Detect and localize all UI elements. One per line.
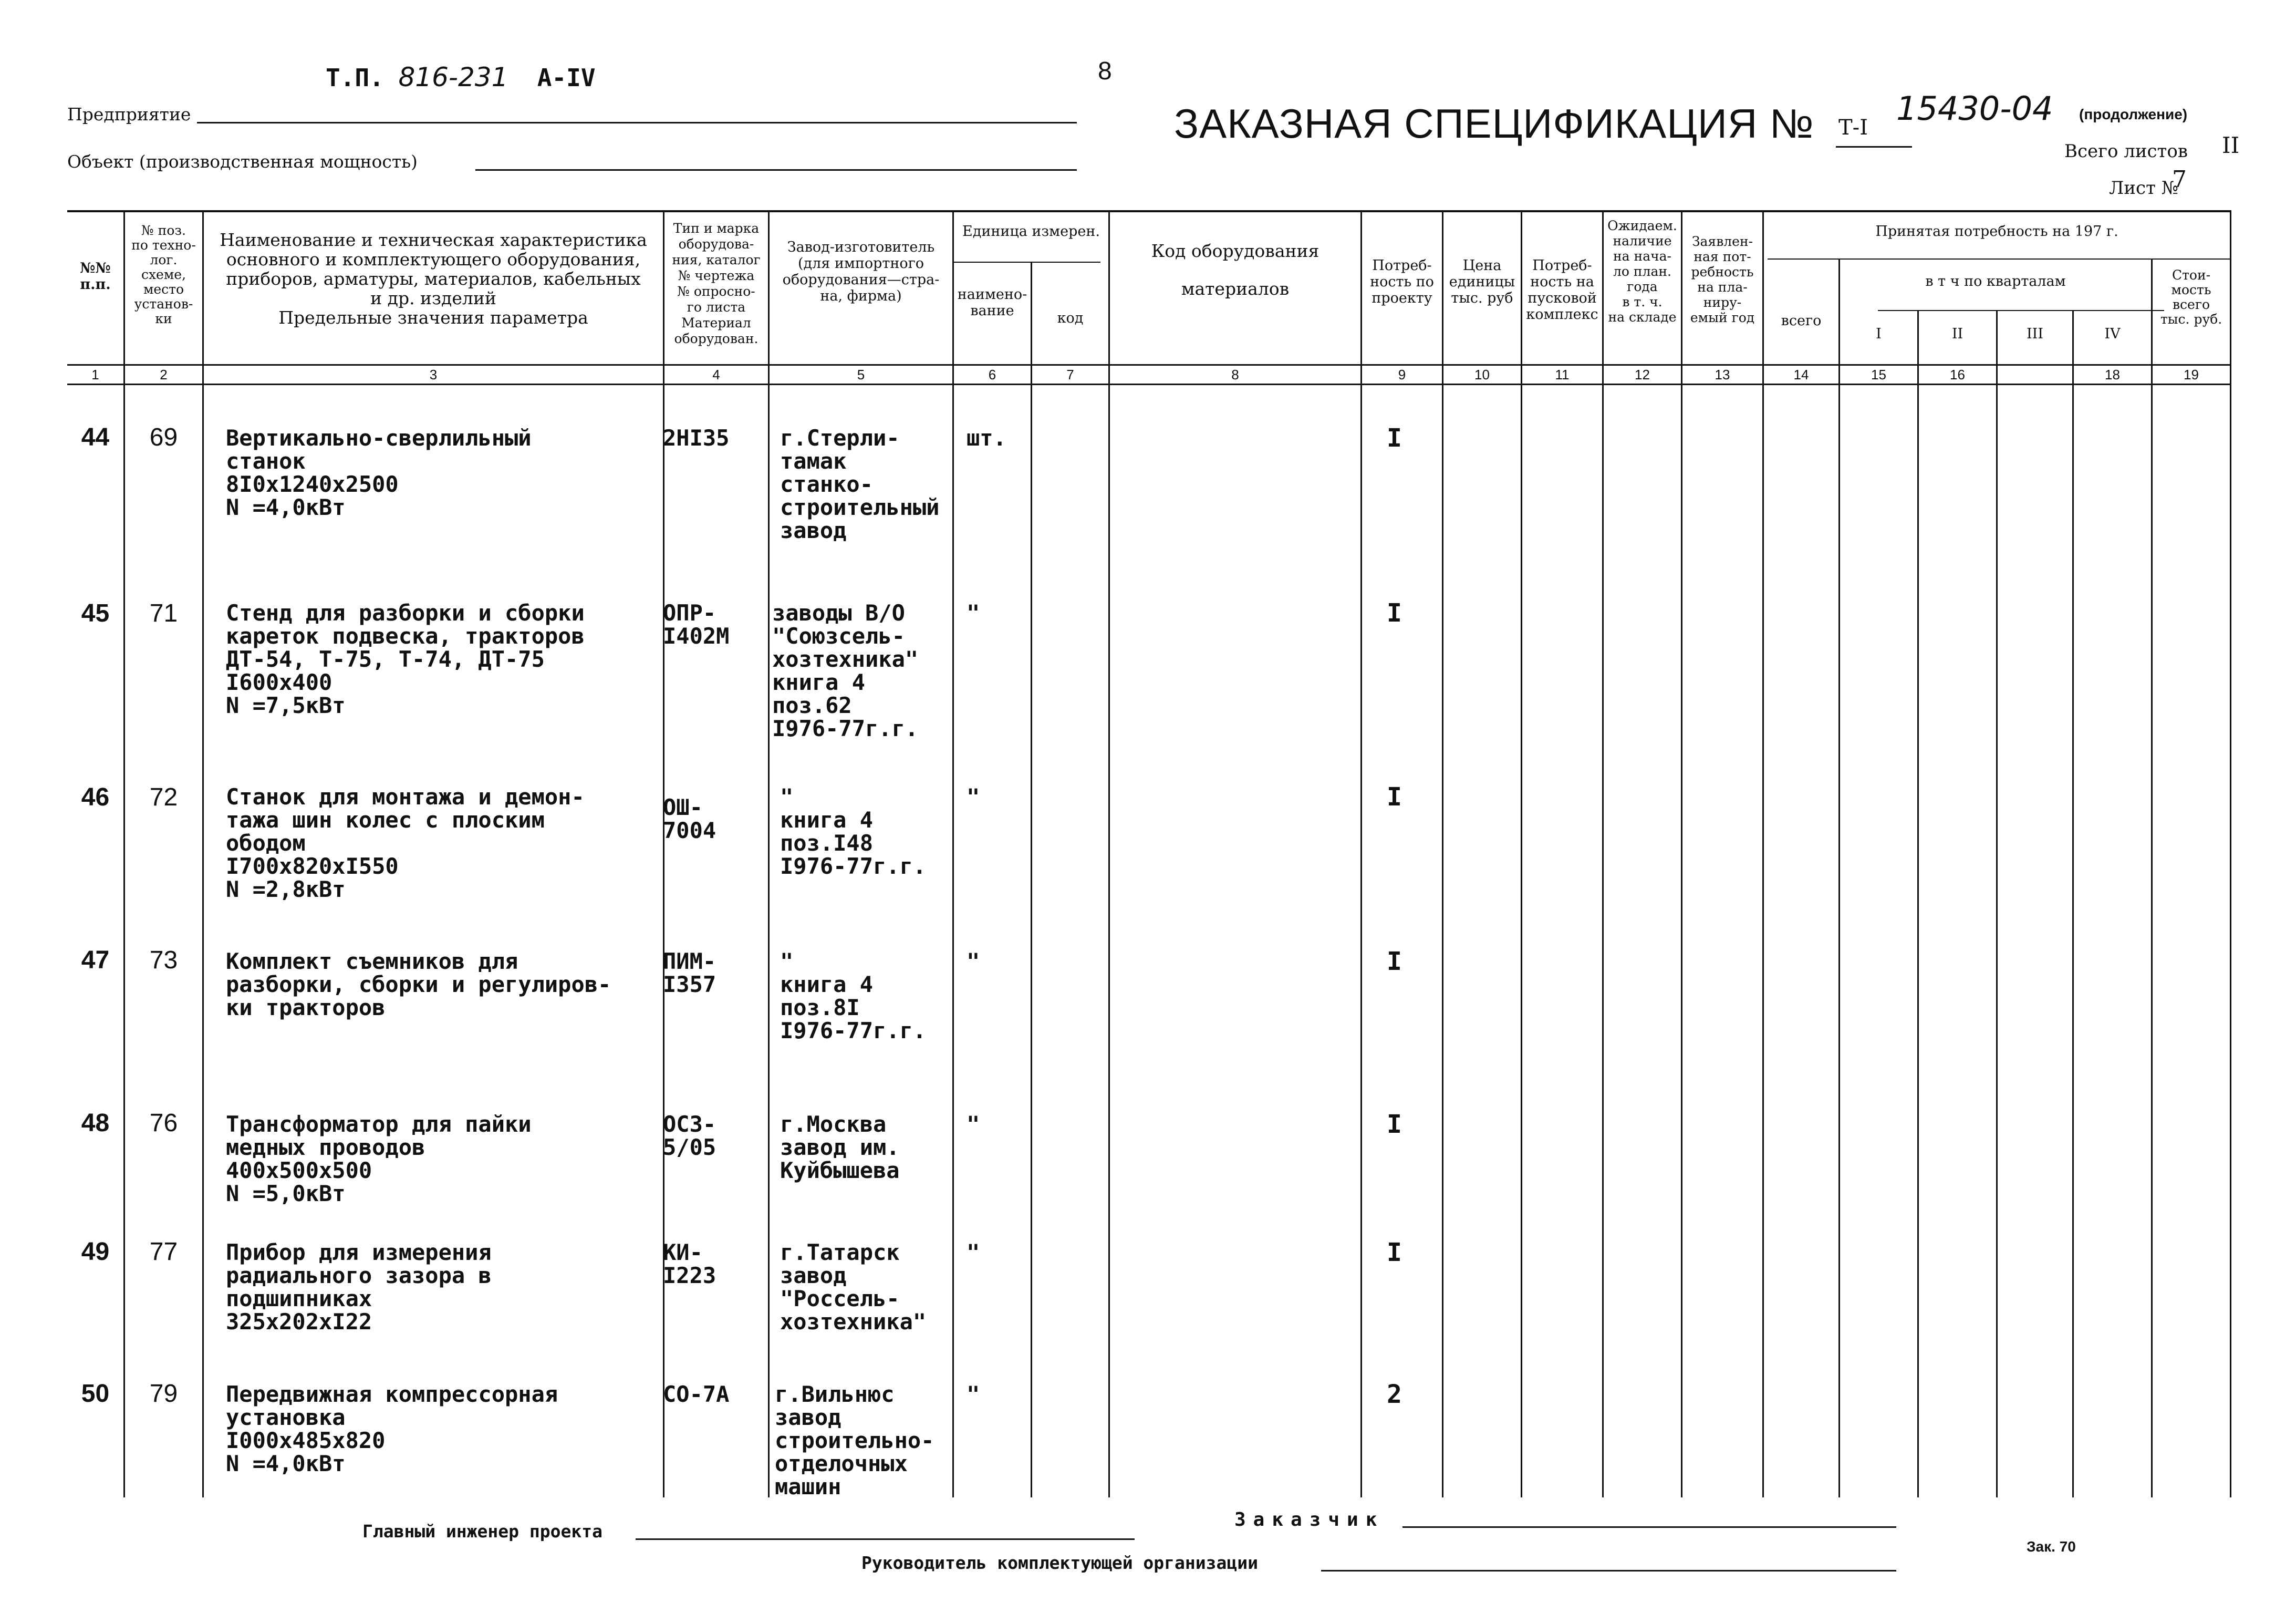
total-sheets-label: Всего листов <box>2064 141 2188 162</box>
col-number: 8 <box>1231 367 1239 382</box>
row-position: 72 <box>149 783 178 811</box>
col-header-unit-name: наимено- вание <box>957 286 1027 319</box>
row-item-type: ОСЗ- 5/05 <box>663 1111 716 1160</box>
row-position: 71 <box>149 599 178 627</box>
customer-signature-line <box>1402 1526 1896 1528</box>
vrule-17 <box>2072 310 2074 1497</box>
row-position: 73 <box>149 946 178 974</box>
col-number: 13 <box>1715 367 1730 382</box>
vrule-15 <box>1917 310 1919 1497</box>
row-item-unit: " <box>967 1111 980 1137</box>
row-item-name: Вертикально-сверлильный станок 8I0x1240x2500 N =4,0кВт <box>226 425 532 520</box>
col-number: 6 <box>988 367 996 382</box>
continuation-note: (продолжение) <box>2079 106 2188 122</box>
row-item-name: Трансформатор для пайки медных проводов 400x500x500 N =5,0кВт <box>226 1111 532 1206</box>
sheet-value: 7 <box>2172 166 2187 193</box>
chief-engineer-label: Главный инженер проекта <box>362 1521 602 1542</box>
vrule-right <box>2230 210 2231 1497</box>
vrule-1 <box>123 210 125 1497</box>
row-item-maker: г.Татарск завод "Россель- хозтехника" <box>780 1239 927 1335</box>
col-header-total: всего <box>1781 313 1822 329</box>
chief-engineer-signature-line <box>636 1538 1135 1540</box>
col-number: 9 <box>1398 367 1406 382</box>
row-item-unit: " <box>967 600 980 626</box>
col-number: 14 <box>1793 367 1809 382</box>
row-item-quantity: I <box>1387 947 1402 976</box>
row-item-type: СО-7А <box>663 1381 730 1407</box>
vrule-7 <box>1108 210 1110 1497</box>
supplier-head-signature-line <box>1321 1570 1896 1571</box>
row-item-quantity: I <box>1387 782 1402 812</box>
row-item-type: ОШ- 7004 <box>663 794 716 843</box>
row-number: 47 <box>81 946 110 974</box>
order-mark: Зак. 70 <box>2027 1538 2076 1555</box>
vrule-18 <box>2151 260 2153 1497</box>
col-header-position: № поз. по техно- лог. схеме, место установ- ки <box>131 223 196 326</box>
col-number: 3 <box>429 367 438 382</box>
row-position: 77 <box>149 1238 178 1266</box>
title-text: ЗАКАЗНАЯ СПЕЦИФИКАЦИЯ № <box>1174 100 1814 147</box>
col-header-maker: Завод-изготовитель (для импортного оборудования—стра- на, фирма) <box>782 239 940 304</box>
vrule-14 <box>1838 260 1840 1497</box>
units-sub-rule <box>953 262 1100 263</box>
row-item-maker: г.Вильнюс завод строительно- отделочных машин <box>775 1381 934 1500</box>
object-field-line <box>475 169 1077 171</box>
col-header-type: Тип и марка оборудова- ния, каталог № чертежа № опросно- го листа Материал оборудован. <box>672 221 761 346</box>
vrule-9 <box>1442 210 1443 1497</box>
row-item-name: Передвижная компрессорная установка I000x485x820 N =4,0кВт <box>226 1381 558 1476</box>
col-header-quarters: в т ч по кварталам <box>1925 273 2066 289</box>
vrule-10 <box>1521 210 1522 1497</box>
page-number: 8 <box>1098 57 1112 85</box>
col-header-q4: IV <box>2104 326 2121 342</box>
numbering-bottom-rule <box>67 384 2231 385</box>
row-number: 45 <box>81 599 110 627</box>
document-title <box>1174 100 1814 148</box>
row-number: 44 <box>81 423 110 451</box>
col-number: 2 <box>160 367 168 382</box>
col-header-name: Наименование и техническая характеристика основного и комплектующего оборудования, приборов, арматуры, материалов, кабельных и др. изделий Предельные значения параметра <box>220 230 647 328</box>
col-header-project-need: Потреб- ность по проекту <box>1370 257 1434 306</box>
row-item-unit: шт. <box>967 425 1006 451</box>
col-number: 1 <box>91 367 99 382</box>
col-header-unit-code: код <box>1057 310 1084 326</box>
vrule-6 <box>1031 262 1032 1497</box>
row-number: 48 <box>81 1109 110 1137</box>
row-position: 76 <box>149 1109 178 1137</box>
vrule-12 <box>1681 210 1682 1497</box>
row-position: 79 <box>149 1380 178 1408</box>
col-number: 12 <box>1635 367 1650 382</box>
col-header-q1: I <box>1876 326 1882 342</box>
row-item-quantity: I <box>1387 1238 1402 1267</box>
row-item-maker: " книга 4 поз.I48 I976-77г.г. <box>780 784 927 879</box>
total-sheets-value: II <box>2222 132 2240 158</box>
row-item-type: ОПР- I402М <box>663 600 730 649</box>
col-number: 15 <box>1871 367 1886 382</box>
vrule-5 <box>952 210 954 1497</box>
col-number: 16 <box>1950 367 1965 382</box>
row-item-name: Комплект съемников для разборки, сборки и регулиров- ки тракторов <box>226 948 611 1020</box>
row-number: 50 <box>81 1380 110 1408</box>
row-item-type: КИ- I223 <box>663 1239 716 1288</box>
col-header-unit-price: Цена единицы тыс. руб <box>1449 257 1515 306</box>
spec-prefix: Т-I <box>1838 116 1868 140</box>
vrule-11 <box>1602 210 1604 1497</box>
supplier-head-label: Руководитель комплектующей организации <box>861 1553 1258 1573</box>
row-item-quantity: 2 <box>1387 1380 1402 1409</box>
row-item-quantity: I <box>1387 423 1402 453</box>
row-item-unit: " <box>967 784 980 810</box>
vrule-8 <box>1360 210 1362 1497</box>
row-number: 49 <box>81 1238 110 1266</box>
row-item-type: 2НI35 <box>663 425 730 451</box>
col-header-cost: Стои- мость всего тыс. руб. <box>2160 267 2222 327</box>
row-item-name: Стенд для разборки и сборки кареток подвеска, тракторов ДТ-54, Т-75, Т-74, ДТ-75 I600x400 N =7,5кВт <box>226 600 585 718</box>
col-header-startup-need: Потреб- ность на пусковой комплекс <box>1526 257 1598 323</box>
quarters-sub-rule <box>1878 310 2164 311</box>
vrule-2 <box>202 210 204 1497</box>
doc-code-suffix: А-IV <box>537 64 596 92</box>
row-item-maker: заводы В/О "Союзсель- хозтехника" книга 4 поз.62 I976-77г.г. <box>772 600 919 741</box>
vrule-13 <box>1762 210 1764 1497</box>
doc-code-prefix: Т.П. <box>326 64 399 92</box>
col-number: 11 <box>1555 367 1570 382</box>
col-number: 7 <box>1066 367 1074 382</box>
table-top-rule <box>67 210 2231 212</box>
row-item-maker: г.Стерли- тамак станко- строительный завод <box>780 425 940 543</box>
customer-label: Заказчик <box>1234 1509 1385 1531</box>
row-item-unit: " <box>967 1381 980 1407</box>
row-number: 46 <box>81 783 110 811</box>
col-number: 18 <box>2105 367 2120 382</box>
col-number: 10 <box>1474 367 1490 382</box>
spec-number-underline <box>1836 146 1912 148</box>
row-item-type: ПИМ- I357 <box>663 948 716 997</box>
enterprise-field-line <box>197 122 1077 123</box>
col-header-accepted-need: Принятая потребность на 197 г. <box>1875 223 2118 240</box>
col-header-row-no: №№ п.п. <box>80 260 111 293</box>
doc-code-handwritten: 816-231 <box>398 62 508 92</box>
col-header-declared-need: Заявлен- ная пот- ребность на пла- ниру- емый год <box>1690 234 1755 325</box>
row-item-quantity: I <box>1387 1110 1402 1139</box>
row-item-name: Прибор для измерения радиального зазора в подшипниках 325x202xI22 <box>226 1239 492 1335</box>
row-item-quantity: I <box>1387 598 1402 628</box>
col-header-expected-stock: Ожидаем. наличие на нача- ло план. года в т. ч. на складе <box>1607 218 1677 325</box>
row-item-unit: " <box>967 1239 980 1265</box>
col-number: 5 <box>857 367 865 382</box>
vrule-16 <box>1996 310 1998 1497</box>
header-bottom-rule <box>67 364 2231 366</box>
col-header-units: Единица измерен. <box>962 223 1100 240</box>
accepted-sub-rule <box>1768 259 2231 260</box>
row-item-name: Станок для монтажа и демон- тажа шин колес с плоским ободом I700x820xI550 N =2,8кВт <box>226 784 585 902</box>
vrule-3 <box>663 210 664 1497</box>
row-item-maker: " книга 4 поз.8I I976-77г.г. <box>780 948 927 1043</box>
col-header-q3: III <box>2027 326 2043 342</box>
col-number: 4 <box>712 367 720 382</box>
object-label: Объект (производственная мощность) <box>67 151 418 172</box>
spec-number-handwritten: 15430-04 <box>1896 89 2053 128</box>
sheet-label: Лист № <box>2109 178 2178 199</box>
row-position: 69 <box>149 423 178 451</box>
col-number: 19 <box>2184 367 2199 382</box>
row-item-unit: " <box>967 948 980 974</box>
enterprise-label: Предприятие <box>67 104 191 125</box>
doc-code <box>326 62 596 92</box>
col-header-equipment-code: Код оборудования материалов <box>1151 241 1320 299</box>
vrule-4 <box>768 210 770 1497</box>
col-header-q2: II <box>1951 326 1963 342</box>
row-item-maker: г.Москва завод им. Куйбышева <box>780 1111 900 1183</box>
